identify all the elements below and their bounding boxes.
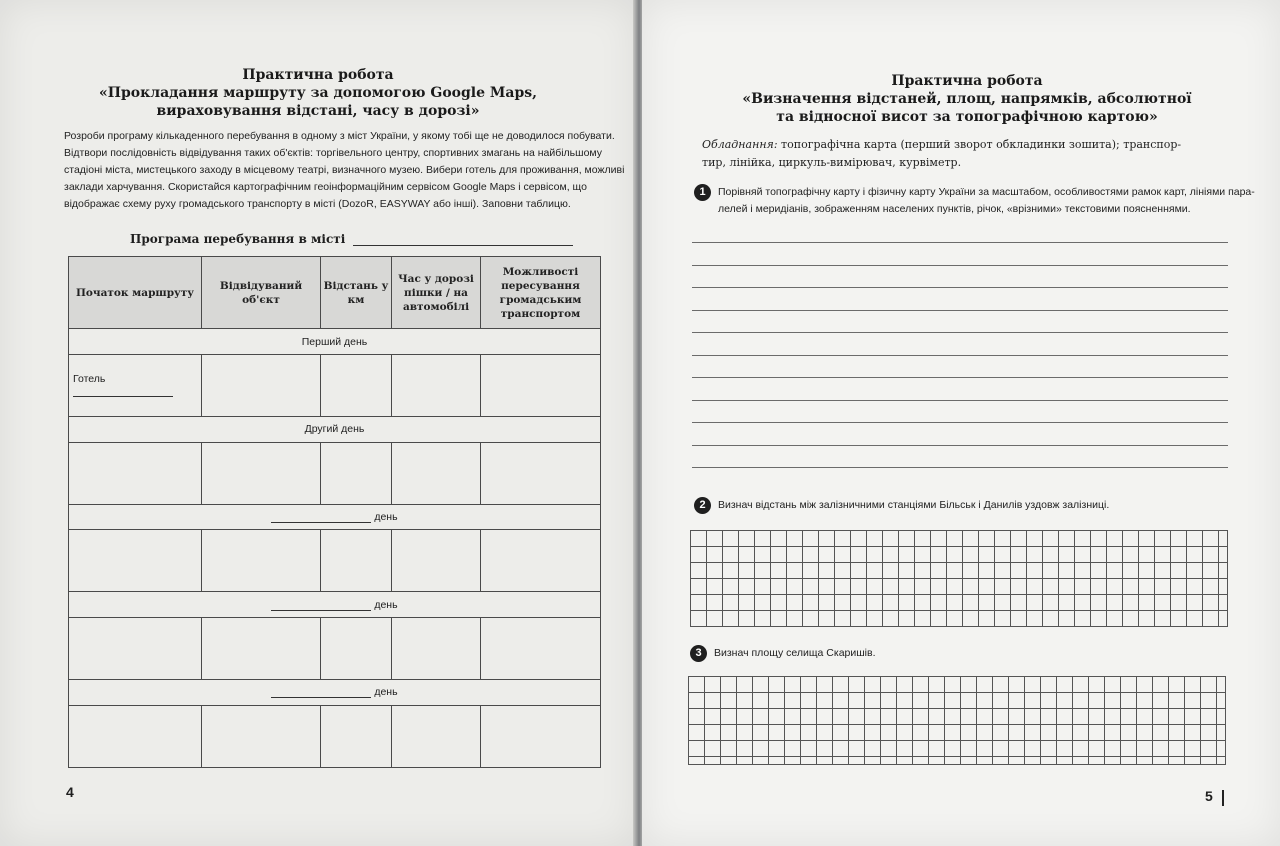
table-cell[interactable] <box>321 530 392 592</box>
day-label: Перший день <box>69 329 601 354</box>
table-cell[interactable] <box>202 617 321 679</box>
table-row <box>69 617 601 679</box>
table-cell[interactable] <box>392 617 481 679</box>
task-line: Визнач відстань між залізничними станціями Більськ і Данилів уздовж залізниці. <box>718 499 1110 511</box>
day-suffix: день <box>374 686 398 699</box>
table-cell[interactable] <box>321 442 392 504</box>
intro-line: Відтвори послідовність відвідування таких об'єктів: торгівельного центру, спортивних змагань на найбільшому <box>64 147 603 159</box>
table-cell[interactable] <box>202 442 321 504</box>
task-line: Визнач площу селища Скаришів. <box>714 647 876 659</box>
answer-grid[interactable] <box>690 530 1228 627</box>
right-title-line: «Визначення відстаней, площ, напрямків, абсолютної <box>742 91 1192 107</box>
table-cell[interactable] <box>69 705 202 767</box>
equipment-line: тир, лінійка, циркуль-вимірювач, курвіметр. <box>702 156 962 169</box>
day-suffix: день <box>374 598 398 611</box>
table-row <box>69 705 601 767</box>
table-row <box>69 530 601 592</box>
table-row <box>69 417 601 442</box>
day-label: Другий день <box>69 417 601 442</box>
answer-line[interactable] <box>692 445 1228 446</box>
answer-line[interactable] <box>692 422 1228 423</box>
intro-line: стадіоні міста, мистецького заходу в місцевому театрі, визначного музею. Вибери готель для проживання, можливі <box>64 164 625 176</box>
hotel-label: Готель <box>73 373 106 386</box>
day-blank-label <box>69 504 601 529</box>
right-title-line: Практична робота <box>891 73 1043 89</box>
table-header: Можливості пересування громадським транспортом <box>481 257 601 329</box>
table-cell[interactable] <box>202 530 321 592</box>
table-header: Початок маршруту <box>69 257 202 329</box>
table-cell[interactable] <box>481 705 601 767</box>
task-number-badge: 1 <box>694 184 711 201</box>
table-header: Відстань у км <box>321 257 392 329</box>
left-title-line: «Прокладання маршруту за допомогою Google Maps, <box>98 85 537 101</box>
table-cell[interactable] <box>392 354 481 416</box>
table-header: Час у дорозі пішки / на автомобілі <box>392 257 481 329</box>
table-cell[interactable] <box>481 442 601 504</box>
table-cell[interactable] <box>481 530 601 592</box>
answer-line[interactable] <box>692 467 1228 468</box>
answer-line[interactable] <box>692 400 1228 401</box>
table-cell[interactable] <box>392 530 481 592</box>
day-blank-label <box>69 592 601 617</box>
hotel-cell[interactable] <box>69 354 202 416</box>
table-cell[interactable] <box>321 354 392 416</box>
table-cell[interactable] <box>69 617 202 679</box>
left-title-line: вираховування відстані, часу в дорозі» <box>156 103 480 119</box>
answer-grid[interactable] <box>688 676 1226 765</box>
table-cell[interactable] <box>392 705 481 767</box>
table-header-row <box>69 257 601 329</box>
table-cell[interactable] <box>481 617 601 679</box>
task-number-badge: 2 <box>694 497 711 514</box>
table-cell[interactable] <box>69 530 202 592</box>
program-city-blank <box>353 233 573 246</box>
answer-line[interactable] <box>692 287 1228 288</box>
task-text <box>718 184 1255 218</box>
left-title <box>0 66 636 120</box>
table-row <box>69 329 601 354</box>
left-intro <box>64 128 625 213</box>
page-number-right: 5 <box>1205 788 1213 804</box>
task-text <box>718 497 1109 514</box>
page-number-left: 4 <box>66 784 74 800</box>
table-row <box>69 442 601 504</box>
table-row <box>69 680 601 705</box>
answer-line[interactable] <box>692 355 1228 356</box>
intro-line: відображає схему руху громадського транспорту в місті (DozoR, EASYWAY або інші). Заповни таблицю. <box>64 198 571 210</box>
day-blank <box>271 687 371 698</box>
page-marker-bar <box>1222 790 1224 806</box>
table-cell[interactable] <box>202 705 321 767</box>
day-blank <box>271 600 371 611</box>
task-line: Порівняй топографічну карту і фізичну карту України за масштабом, особливостями рамок карт, лініями пара- <box>718 186 1255 198</box>
answer-line[interactable] <box>692 310 1228 311</box>
hotel-blank <box>73 386 173 397</box>
program-label: Програма перебування в місті <box>130 232 346 246</box>
table-cell[interactable] <box>392 442 481 504</box>
left-title-line: Практична робота <box>242 67 394 83</box>
answer-line[interactable] <box>692 377 1228 378</box>
table-row <box>69 504 601 529</box>
route-table <box>68 256 601 768</box>
day-blank-label <box>69 680 601 705</box>
table-row <box>69 592 601 617</box>
table-cell[interactable] <box>321 617 392 679</box>
answer-line[interactable] <box>692 242 1228 243</box>
table-row <box>69 354 601 416</box>
table-cell[interactable] <box>69 442 202 504</box>
program-label-row <box>130 232 573 246</box>
left-page <box>0 0 636 846</box>
intro-line: заклади харчування. Скористайся картографічним геоінформаційним сервісом Google Maps і сервісом, що <box>64 181 587 193</box>
equipment-label: Обладнання: <box>702 138 778 151</box>
intro-line: Розроби програму кількаденного перебування в одному з міст України, у якому тобі ще не доводилося побувати. <box>64 130 615 142</box>
right-title <box>642 72 1280 126</box>
equipment-block <box>702 136 1181 172</box>
table-cell[interactable] <box>202 354 321 416</box>
table-header: Відвідуваний об'єкт <box>202 257 321 329</box>
answer-line[interactable] <box>692 332 1228 333</box>
answer-line[interactable] <box>692 265 1228 266</box>
table-cell[interactable] <box>321 705 392 767</box>
equipment-line: топографічна карта (перший зворот обкладинки зошита); транспор- <box>777 138 1182 151</box>
task-number-badge: 3 <box>690 645 707 662</box>
day-suffix: день <box>374 511 398 524</box>
day-blank <box>271 512 371 523</box>
table-cell[interactable] <box>481 354 601 416</box>
task-text <box>714 645 876 662</box>
right-page <box>642 0 1280 846</box>
right-title-line: та відносної висот за топографічною картою» <box>776 109 1158 125</box>
task-line: лелей і меридіанів, зображенням населених пунктів, річок, «врізними» текстовими поясненнями. <box>718 203 1191 215</box>
